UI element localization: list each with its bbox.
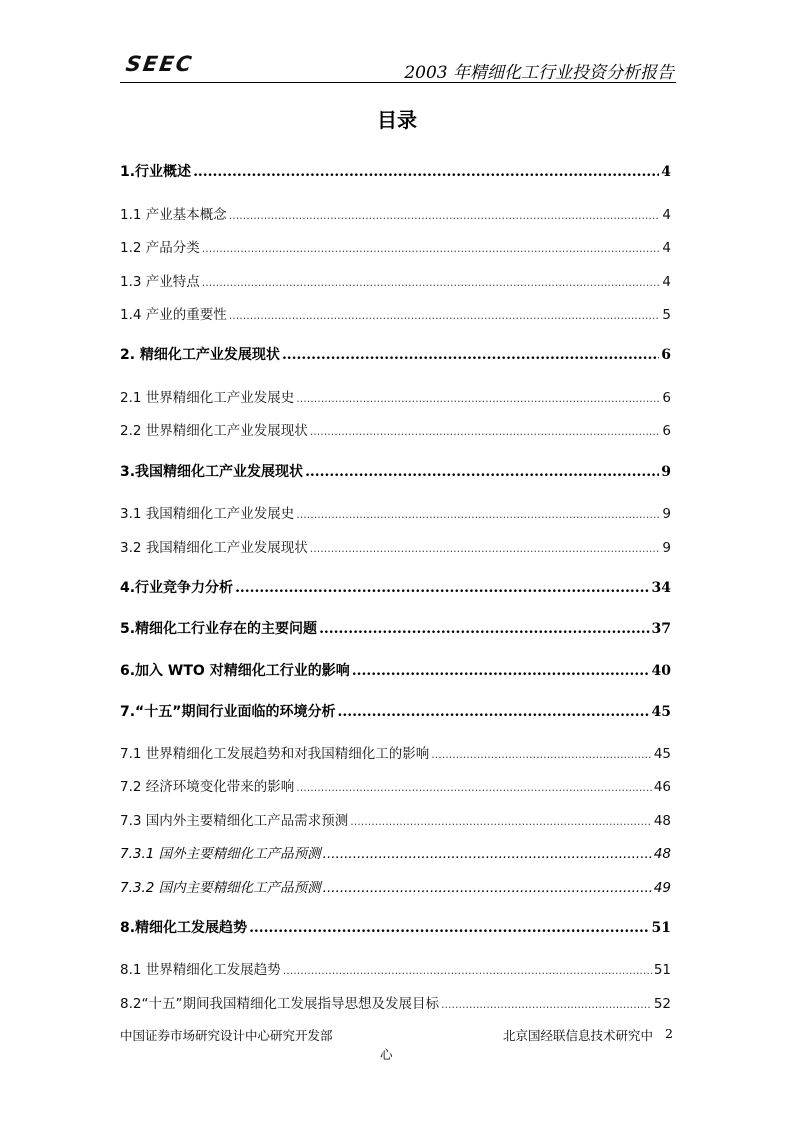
toc-dot-leader [323, 880, 652, 896]
toc-entry-title: 1.2 产品分类 [120, 240, 200, 256]
toc-entry-title: 8.精细化工发展趋势 [120, 920, 248, 936]
toc-entry-page: 5 [662, 307, 671, 323]
toc-dot-leader [323, 846, 652, 862]
toc-entry-page: 46 [653, 779, 671, 795]
toc-entry-title: 2.1 世界精细化工产业发展史 [120, 390, 295, 406]
toc-entry-title: 7.3.1 国外主要精细化工产品预测 [120, 846, 321, 862]
toc-entry[interactable] [120, 536, 671, 556]
toc-entry-title: 2.2 世界精细化工产业发展现状 [120, 423, 308, 439]
toc-entry[interactable] [120, 842, 671, 862]
toc-dot-leader [310, 425, 661, 438]
toc-entry[interactable] [120, 958, 671, 978]
page-number: 2 [665, 1026, 673, 1041]
toc-entry-title: 1.3 产业特点 [120, 274, 200, 290]
toc-entry[interactable] [120, 992, 671, 1012]
toc-dot-leader [352, 663, 650, 679]
toc-entry[interactable] [120, 775, 671, 795]
toc-entry-title: 8.1 世界精细化工发展趋势 [120, 962, 281, 978]
toc-entry[interactable] [120, 618, 671, 638]
toc-dot-leader [296, 508, 660, 521]
toc-entry-page: 6 [661, 347, 671, 363]
toc-entry-title: 7.3.2 国内主要精细化工产品预测 [120, 880, 321, 896]
toc-entry[interactable] [120, 270, 671, 290]
toc-dot-leader [337, 704, 649, 720]
toc-entry-page: 48 [653, 846, 671, 862]
toc-entry-page: 51 [651, 920, 671, 936]
toc-entry[interactable] [120, 701, 671, 721]
toc-entry-page: 34 [651, 580, 671, 596]
toc-entry-title: 1.1 产业基本概念 [120, 207, 227, 223]
toc-entry[interactable] [120, 419, 671, 439]
toc-entry[interactable] [120, 386, 671, 406]
toc-entry[interactable] [120, 502, 671, 522]
toc-entry[interactable] [120, 303, 671, 323]
toc-dot-leader [249, 920, 649, 936]
toc-entry-title: 1.4 产业的重要性 [120, 307, 227, 323]
toc-entry-page: 45 [653, 746, 671, 762]
toc-entry[interactable] [120, 577, 671, 597]
page-header [120, 46, 676, 83]
toc-entry-page: 4 [662, 240, 671, 256]
toc-entry-page: 4 [661, 164, 671, 180]
toc-dot-leader [202, 276, 661, 289]
toc-entry-title: 3.我国精细化工产业发展现状 [120, 464, 304, 480]
toc-entry-title: 4.行业竞争力分析 [120, 580, 234, 596]
toc-entry-title: 7.1 世界精细化工发展趋势和对我国精细化工的影响 [120, 746, 430, 762]
toc-entry[interactable] [120, 203, 671, 223]
toc-entry-title: 6.加入 WTO 对精细化工行业的影响 [120, 663, 350, 679]
footer-right: 北京国经联信息技术研究中 [503, 1028, 654, 1043]
toc-dot-leader [283, 964, 652, 977]
toc-entry-page: 37 [651, 621, 671, 637]
toc-entry-title: 2. 精细化工产业发展现状 [120, 347, 280, 363]
toc-dot-leader [441, 998, 652, 1011]
toc-entry[interactable] [120, 876, 671, 896]
toc-dot-leader [193, 164, 659, 180]
toc-dot-leader [296, 392, 660, 405]
toc-entry-title: 7.“十五”期间行业面临的环境分析 [120, 704, 336, 720]
toc-entry-page: 6 [662, 423, 671, 439]
toc-entry-title: 3.1 我国精细化工产业发展史 [120, 506, 295, 522]
footer-right-wrap: 心 [380, 1047, 393, 1062]
toc-dot-leader [319, 621, 649, 637]
toc-entry-page: 4 [662, 274, 671, 290]
toc-dot-leader [229, 209, 661, 222]
toc-entry-page: 9 [662, 540, 671, 556]
toc-entry[interactable] [120, 742, 671, 762]
toc-entry-page: 48 [653, 813, 671, 829]
toc-entry-page: 49 [653, 880, 671, 896]
toc-dot-leader [305, 464, 659, 480]
toc-dot-leader [282, 347, 659, 363]
toc-entry[interactable] [120, 344, 671, 364]
toc-dot-leader [202, 242, 661, 255]
toc-entry-page: 6 [662, 390, 671, 406]
toc-entry[interactable] [120, 917, 671, 937]
toc-entry[interactable] [120, 161, 671, 181]
footer-left: 中国证券市场研究设计中心研究开发部 [120, 1028, 333, 1043]
toc-heading: 目录 [377, 108, 417, 132]
report-title: 2003 年精细化工行业投资分析报告 [404, 63, 674, 83]
toc-entry[interactable] [120, 809, 671, 829]
toc-entry-title: 5.精细化工行业存在的主要问题 [120, 621, 318, 637]
toc-entry-page: 52 [653, 996, 671, 1012]
toc-dot-leader [235, 580, 649, 596]
toc-entry-title: 7.3 国内外主要精细化工产品需求预测 [120, 813, 349, 829]
toc-entry-page: 40 [651, 663, 671, 679]
toc-dot-leader [310, 542, 661, 555]
toc-entry-page: 4 [662, 207, 671, 223]
toc-entry-title: 8.2“十五”期间我国精细化工发展指导思想及发展目标 [120, 996, 439, 1012]
toc-entry[interactable] [120, 461, 671, 481]
toc-entry-page: 45 [651, 704, 671, 720]
toc-entry-page: 51 [653, 962, 671, 978]
toc-entry-title: 3.2 我国精细化工产业发展现状 [120, 540, 308, 556]
toc-entry-title: 1.行业概述 [120, 164, 192, 180]
toc-entry-page: 9 [662, 506, 671, 522]
toc-dot-leader [350, 815, 652, 828]
toc-entry-title: 7.2 经济环境变化带来的影响 [120, 779, 295, 795]
seec-logo: SEEC [124, 52, 195, 76]
toc-dot-leader [431, 748, 652, 761]
toc-dot-leader [229, 309, 661, 322]
toc-entry[interactable] [120, 236, 671, 256]
toc-entry[interactable] [120, 660, 671, 680]
toc-dot-leader [296, 781, 652, 794]
toc-entry-page: 9 [661, 464, 671, 480]
